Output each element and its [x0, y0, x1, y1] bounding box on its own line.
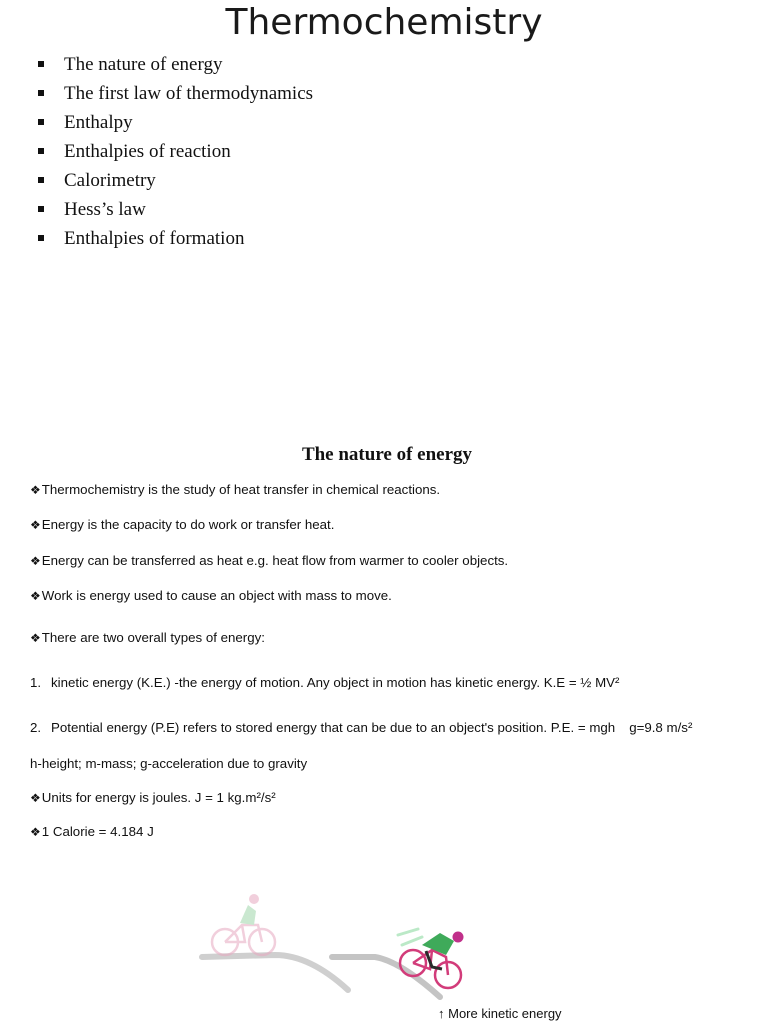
point-text: There are two overall types of energy: — [41, 630, 265, 645]
square-bullet-icon — [38, 206, 44, 212]
energy-type-item — [30, 720, 692, 735]
topic-label: Calorimetry — [64, 170, 156, 191]
item-number: 1. — [30, 675, 42, 690]
cyclist-illustration — [170, 885, 490, 1010]
topic-label: Enthalpies of formation — [64, 228, 245, 249]
topic-label: The nature of energy — [64, 54, 223, 75]
square-bullet-icon — [38, 148, 44, 154]
square-bullet-icon — [38, 90, 44, 96]
topic-label: The first law of thermodynamics — [64, 83, 314, 104]
energy-point — [30, 588, 392, 603]
diamond-bullet-icon: ❖ — [30, 825, 41, 839]
point-text: Work is energy used to cause an object with mass to move. — [41, 588, 392, 603]
diamond-bullet-icon: ❖ — [30, 554, 41, 568]
topic-label: Enthalpy — [64, 112, 133, 133]
square-bullet-icon — [38, 119, 44, 125]
item-text: Potential energy (P.E) refers to stored energy that can be due to an object's position. P.E. = mgh — [51, 720, 616, 735]
faded-cyclist-icon — [212, 894, 275, 955]
figure-caption: ↑ More kinetic energy — [438, 1006, 562, 1021]
diamond-bullet-icon: ❖ — [30, 518, 41, 532]
energy-type-item — [30, 675, 619, 690]
point-text: Thermochemistry is the study of heat transfer in chemical reactions. — [41, 482, 441, 497]
topic-item — [30, 166, 313, 195]
energy-point — [30, 790, 276, 805]
topic-item — [30, 137, 313, 166]
section-title: The nature of energy — [301, 444, 473, 465]
point-text: 1 Calorie = 4.184 J — [41, 824, 154, 839]
square-bullet-icon — [38, 177, 44, 183]
diamond-bullet-icon: ❖ — [30, 483, 41, 497]
diamond-bullet-icon: ❖ — [30, 791, 41, 805]
energy-point — [30, 517, 334, 532]
energy-point — [30, 553, 508, 568]
topic-label: Hess’s law — [64, 199, 146, 220]
square-bullet-icon — [38, 235, 44, 241]
energy-point — [30, 630, 265, 645]
point-text: Energy is the capacity to do work or transfer heat. — [41, 517, 335, 532]
diamond-bullet-icon: ❖ — [30, 589, 41, 603]
track-flat — [202, 955, 348, 990]
topic-item — [30, 79, 313, 108]
diamond-bullet-icon: ❖ — [30, 631, 41, 645]
topic-item — [30, 50, 313, 79]
item-number: 2. — [30, 720, 42, 735]
energy-point — [30, 824, 154, 839]
gravity-value: g=9.8 m/s² — [629, 720, 693, 735]
topic-item — [30, 224, 313, 253]
point-text: Units for energy is joules. J = 1 kg.m²/s² — [41, 790, 276, 805]
variable-legend: h-height; m-mass; g-acceleration due to gravity — [30, 756, 308, 771]
cyclist-icon — [398, 929, 464, 988]
energy-point — [30, 482, 440, 497]
topic-item — [30, 108, 313, 137]
page-title: Thermochemistry — [225, 2, 543, 43]
topic-item — [30, 195, 313, 224]
topic-label: Enthalpies of reaction — [64, 141, 231, 162]
item-text: kinetic energy (K.E.) -the energy of motion. Any object in motion has kinetic energy. K.E = ½ MV² — [51, 675, 620, 690]
topic-list — [30, 50, 313, 253]
square-bullet-icon — [38, 61, 44, 67]
point-text: Energy can be transferred as heat e.g. heat flow from warmer to cooler objects. — [41, 553, 509, 568]
